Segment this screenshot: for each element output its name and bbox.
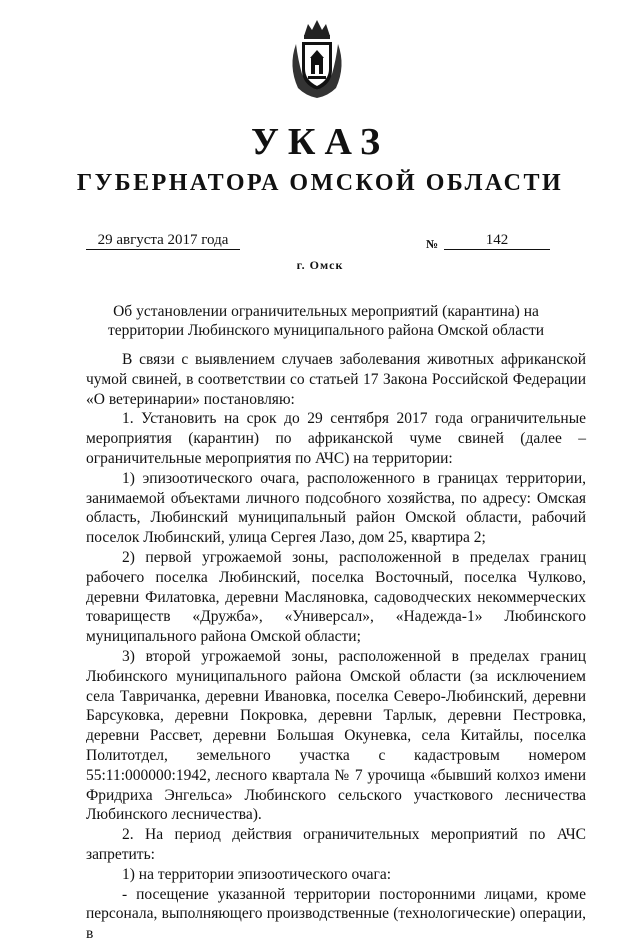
body-paragraph: 1) эпизоотического очага, расположенного в границах территории, занимаемой объектами личного подсобного хозяйства, по адресу: Омская область, Любинский муниципальный район Омской области, рабочий поселок Любинский, улица Сергея Лазо, дом 25, квартира 2;	[86, 469, 586, 547]
document-city: г. Омск	[296, 258, 344, 272]
body-paragraph: 2) первой угрожаемой зоны, расположенной в пределах границ рабочего поселка Любинский, поселка Восточный, поселка Чулково, деревни Филатовка, деревни Масляновка, садоводческих некоммерческих товариществ «Дружба», «Универсал», «Надежда-1» Любинского муниципального района Омской области;	[86, 548, 586, 646]
document-number: 142	[444, 231, 550, 250]
body-paragraph: - посещение указанной территории посторонними лицами, кроме персонала, выполняющего производственные (технологические) операции, в	[86, 885, 586, 943]
body-paragraph: 3) второй угрожаемой зоны, расположенной в пределах границ Любинского муниципального района Омской области (за исключением села Тавричанка, деревни Ивановка, поселка Северо-Любинский, деревни Барсуковка, деревни Покровка, деревни Тарлык, деревни Пестровка, деревни Рассвет, деревни Большая Окуневка, села Китайлы, поселка Политотдел, земельного участка с кадастровым номером 55:11:000000:1942, лесного квартала № 7 урочища «бывший колхоз имени Фридриха Энгельса» Любинского сельского участкового лесничества Любинского лесничества).	[86, 647, 586, 824]
coat-of-arms-emblem	[286, 18, 348, 100]
document-title: УКАЗ	[251, 121, 389, 163]
body-paragraph: 1) на территории эпизоотического очага:	[122, 865, 392, 883]
document-subtitle: ГУБЕРНАТОРА ОМСКОЙ ОБЛАСТИ	[76, 170, 564, 196]
body-paragraph: 1. Установить на срок до 29 сентября 2017 года ограничительные мероприятия (карантин) по африканской чуме свиней (далее – ограничительные мероприятия по АЧС) на территории:	[86, 410, 586, 467]
number-label: №	[426, 237, 439, 251]
body-paragraph: 2. На период действия ограничительных мероприятий по АЧС запретить:	[86, 826, 586, 863]
document-subject: Об установлении ограничительных мероприятий (карантина) на территории Любинского муниципального района Омской области	[107, 303, 545, 339]
document-body	[86, 350, 586, 944]
document-date: 29 августа 2017 года	[86, 231, 240, 250]
body-paragraph: В связи с выявлением случаев заболевания животных африканской чумой свиней, в соответствии со статьей 17 Закона Российской Федерации «О ветеринарии» постановляю:	[86, 351, 586, 408]
